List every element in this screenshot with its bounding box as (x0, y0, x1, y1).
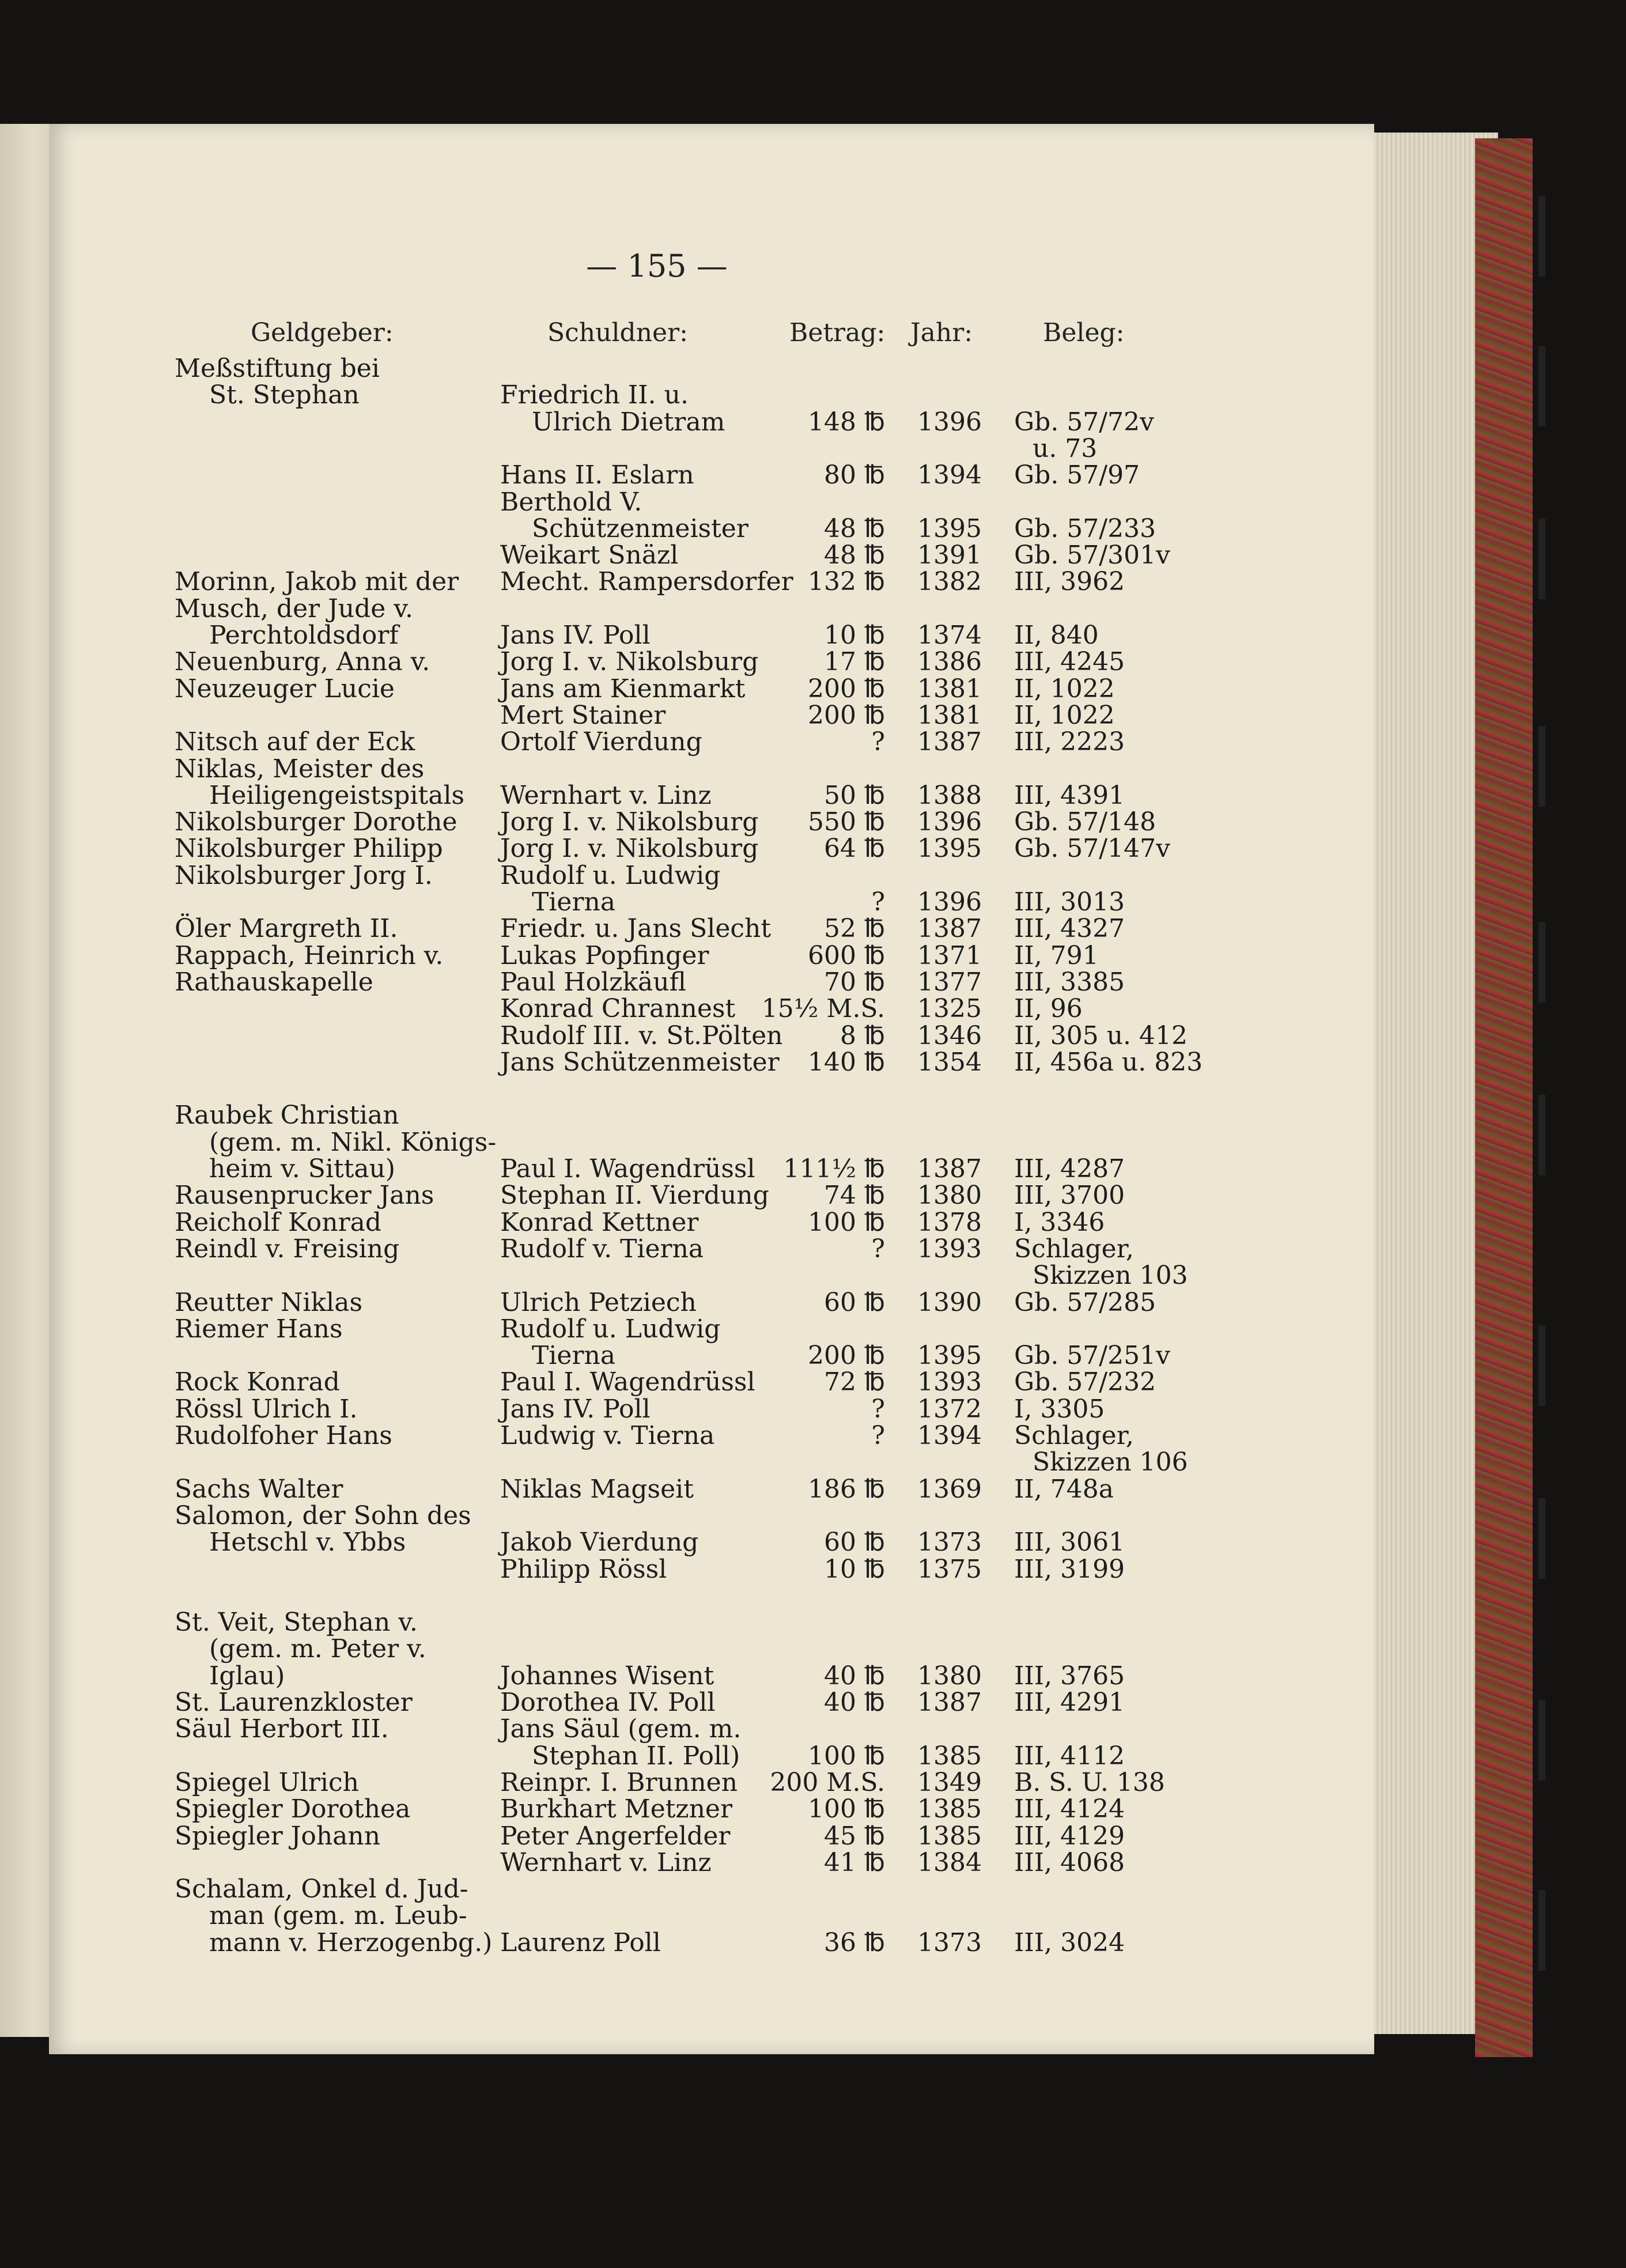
year-cell: 1373 (917, 1528, 982, 1558)
debtor-cell: Wernhart v. Linz (500, 1847, 712, 1877)
amount-cell: 200 ℔ (808, 700, 885, 730)
amount-cell: 48 ℔ (824, 513, 885, 543)
debtor-cell: Paul Holzkäufl (500, 967, 686, 997)
reference-cell: Gb. 57/285 (1014, 1287, 1156, 1317)
reference-cell: Gb. 57/147v (1014, 834, 1170, 864)
reference-cell: III, 4291 (1014, 1688, 1125, 1717)
header-geldgeber: Geldgeber: (251, 318, 394, 347)
debtor-cell: Rudolf III. v. St.Pölten (500, 1020, 783, 1050)
amount-cell: 80 ℔ (824, 460, 885, 490)
debtor-cell: Laurenz Poll (500, 1927, 661, 1957)
year-cell: 1385 (917, 1821, 982, 1851)
year-cell: 1372 (917, 1394, 982, 1424)
year-cell: 1371 (917, 940, 982, 970)
year-cell: 1349 (917, 1767, 982, 1797)
year-cell: 1387 (917, 1154, 982, 1184)
ribbon-marker (1538, 519, 1545, 599)
year-cell: 1393 (917, 1367, 982, 1397)
reference-cell: Schlager, (1014, 1421, 1134, 1450)
year-cell: 1395 (917, 513, 982, 543)
debtor-cell: Stephan II. Vierdung (500, 1181, 769, 1211)
reference-cell: III, 4068 (1014, 1847, 1125, 1877)
amount-cell: 17 ℔ (824, 647, 885, 677)
amount-cell: 140 ℔ (808, 1047, 885, 1077)
page-number: — 155 — (586, 248, 728, 284)
reference-cell: Skizzen 103 (1033, 1261, 1188, 1291)
amount-cell: 52 ℔ (824, 914, 885, 944)
reference-cell: III, 4391 (1014, 780, 1125, 810)
creditor-cell: Hetschl v. Ybbs (209, 1528, 406, 1558)
creditor-cell: Reindl v. Freising (175, 1234, 400, 1264)
amount-cell: 10 ℔ (824, 621, 885, 650)
reference-cell: III, 2223 (1014, 727, 1125, 757)
debtor-cell: Tierna (532, 1341, 616, 1371)
debtor-cell: Hans II. Eslarn (500, 460, 694, 490)
amount-cell: 132 ℔ (808, 567, 885, 597)
reference-cell: Gb. 57/72v (1014, 407, 1154, 437)
amount-cell: 48 ℔ (824, 540, 885, 570)
year-cell: 1395 (917, 834, 982, 864)
debtor-cell: Ulrich Dietram (532, 407, 725, 437)
year-cell: 1382 (917, 567, 982, 597)
creditor-cell: Iglau) (209, 1661, 285, 1691)
year-cell: 1374 (917, 621, 982, 650)
creditor-cell: Salomon, der Sohn des (175, 1500, 471, 1530)
reference-cell: Gb. 57/251v (1014, 1341, 1170, 1371)
year-cell: 1394 (917, 460, 982, 490)
creditor-cell: Perchtoldsdorf (209, 621, 399, 650)
amount-cell: 550 ℔ (808, 807, 885, 837)
creditor-cell: Neuzeuger Lucie (175, 674, 395, 704)
year-cell: 1388 (917, 780, 982, 810)
amount-cell: 50 ℔ (824, 780, 885, 810)
creditor-cell: Sachs Walter (175, 1474, 343, 1504)
year-cell: 1346 (917, 1020, 982, 1050)
year-cell: 1378 (917, 1207, 982, 1237)
amount-cell: 100 ℔ (808, 1207, 885, 1237)
year-cell: 1390 (917, 1287, 982, 1317)
amount-cell: ? (871, 1394, 885, 1424)
debtor-cell: Konrad Kettner (500, 1207, 699, 1237)
reference-cell: Gb. 57/233 (1014, 513, 1156, 543)
creditor-cell: Morinn, Jakob mit der (175, 567, 459, 597)
creditor-cell: Säul Herbort III. (175, 1714, 389, 1744)
year-cell: 1325 (917, 994, 982, 1024)
debtor-cell: Mecht. Rampersdorfer (500, 567, 793, 597)
year-cell: 1381 (917, 700, 982, 730)
creditor-cell: man (gem. m. Leub- (209, 1901, 467, 1931)
reference-cell: III, 3765 (1014, 1661, 1125, 1691)
amount-cell: 200 M.S. (770, 1767, 885, 1797)
debtor-cell: Rudolf v. Tierna (500, 1234, 704, 1264)
debtor-cell: Dorothea IV. Poll (500, 1688, 716, 1717)
previous-page-edge (0, 124, 55, 2037)
amount-cell: ? (871, 1234, 885, 1264)
debtor-cell: Paul I. Wagendrüssl (500, 1367, 755, 1397)
debtor-cell: Rudolf u. Ludwig (500, 860, 721, 890)
reference-cell: II, 96 (1014, 994, 1083, 1024)
ribbon-marker (1538, 1498, 1545, 1579)
amount-cell: 40 ℔ (824, 1688, 885, 1717)
year-cell: 1380 (917, 1181, 982, 1211)
reference-cell: Schlager, (1014, 1234, 1134, 1264)
creditor-cell: Reutter Niklas (175, 1287, 363, 1317)
debtor-cell: Burkhart Metzner (500, 1794, 733, 1824)
reference-cell: III, 4124 (1014, 1794, 1125, 1824)
reference-cell: III, 3385 (1014, 967, 1125, 997)
creditor-cell: Raubek Christian (175, 1101, 399, 1131)
year-cell: 1385 (917, 1741, 982, 1771)
debtor-cell: Jans Schützenmeister (500, 1047, 780, 1077)
year-cell: 1384 (917, 1847, 982, 1877)
creditor-cell: Heiligengeistspitals (209, 780, 465, 810)
creditor-cell: Rappach, Heinrich v. (175, 940, 444, 970)
ribbon-marker (1538, 726, 1545, 807)
creditor-cell: heim v. Sittau) (209, 1154, 396, 1184)
reference-cell: Skizzen 106 (1033, 1447, 1188, 1477)
amount-cell: 8 ℔ (840, 1020, 885, 1050)
amount-cell: 60 ℔ (824, 1528, 885, 1558)
year-cell: 1387 (917, 1688, 982, 1717)
debtor-cell: Ulrich Petziech (500, 1287, 697, 1317)
debtor-cell: Philipp Rössl (500, 1554, 667, 1584)
reference-cell: II, 791 (1014, 940, 1099, 970)
year-cell: 1396 (917, 407, 982, 437)
creditor-cell: Spiegler Dorothea (175, 1794, 411, 1824)
debtor-cell: Berthold V. (500, 487, 642, 517)
debtor-cell: Jans IV. Poll (500, 1394, 651, 1424)
debtor-cell: Paul I. Wagendrüssl (500, 1154, 755, 1184)
reference-cell: II, 840 (1014, 621, 1099, 650)
amount-cell: 200 ℔ (808, 674, 885, 704)
header-jahr: Jahr: (910, 318, 973, 347)
reference-cell: Gb. 57/301v (1014, 540, 1170, 570)
creditor-cell: Meßstiftung bei (175, 354, 380, 383)
debtor-cell: Stephan II. Poll) (532, 1741, 740, 1771)
year-cell: 1381 (917, 674, 982, 704)
debtor-cell: Jorg I. v. Nikolsburg (500, 807, 759, 837)
creditor-cell: Schalam, Onkel d. Jud- (175, 1874, 468, 1904)
amount-cell: ? (871, 727, 885, 757)
amount-cell: 100 ℔ (808, 1794, 885, 1824)
year-cell: 1386 (917, 647, 982, 677)
reference-cell: Gb. 57/97 (1014, 460, 1140, 490)
creditor-cell: Nikolsburger Jorg I. (175, 860, 433, 890)
debtor-cell: Lukas Popfinger (500, 940, 709, 970)
year-cell: 1373 (917, 1927, 982, 1957)
header-schuldner: Schuldner: (547, 318, 688, 347)
amount-cell: 70 ℔ (824, 967, 885, 997)
ribbon-marker (1538, 346, 1545, 426)
debtor-cell: Peter Angerfelder (500, 1821, 731, 1851)
creditor-cell: St. Laurenzkloster (175, 1688, 413, 1717)
creditor-cell: Musch, der Jude v. (175, 594, 413, 623)
creditor-cell: Öler Margreth II. (175, 914, 398, 944)
reference-cell: III, 3061 (1014, 1528, 1125, 1558)
debtor-cell: Weikart Snäzl (500, 540, 679, 570)
creditor-cell: Nitsch auf der Eck (175, 727, 415, 757)
debtor-cell: Friedr. u. Jans Slecht (500, 914, 772, 944)
amount-cell: 45 ℔ (824, 1821, 885, 1851)
reference-cell: III, 4287 (1014, 1154, 1125, 1184)
debtor-cell: Jakob Vierdung (500, 1528, 699, 1558)
year-cell: 1380 (917, 1661, 982, 1691)
debtor-cell: Reinpr. I. Brunnen (500, 1767, 738, 1797)
amount-cell: 10 ℔ (824, 1554, 885, 1584)
reference-cell: III, 4112 (1014, 1741, 1125, 1771)
year-cell: 1396 (917, 887, 982, 917)
creditor-cell: Riemer Hans (175, 1314, 343, 1344)
year-cell: 1393 (917, 1234, 982, 1264)
amount-cell: 64 ℔ (824, 834, 885, 864)
amount-cell: 186 ℔ (808, 1474, 885, 1504)
year-cell: 1387 (917, 727, 982, 757)
reference-cell: Gb. 57/232 (1014, 1367, 1156, 1397)
amount-cell: 148 ℔ (808, 407, 885, 437)
reference-cell: B. S. U. 138 (1014, 1767, 1165, 1797)
creditor-cell: Rock Konrad (175, 1367, 340, 1397)
debtor-cell: Jorg I. v. Nikolsburg (500, 647, 759, 677)
debtor-cell: Jans IV. Poll (500, 621, 651, 650)
header-beleg: Beleg: (1043, 318, 1125, 347)
year-cell: 1394 (917, 1421, 982, 1450)
debtor-cell: Ortolf Vierdung (500, 727, 702, 757)
debtor-cell: Jans Säul (gem. m. (500, 1714, 742, 1744)
reference-cell: III, 4327 (1014, 914, 1125, 944)
creditor-cell: Nikolsburger Dorothe (175, 807, 457, 837)
creditor-cell: Reicholf Konrad (175, 1207, 382, 1237)
debtor-cell: Konrad Chrannest (500, 994, 736, 1024)
creditor-cell: mann v. Herzogenbg.) (209, 1927, 493, 1957)
debtor-cell: Schützenmeister (532, 513, 748, 543)
debtor-cell: Friedrich II. u. (500, 380, 689, 410)
ribbon-marker (1538, 1700, 1545, 1781)
year-cell: 1354 (917, 1047, 982, 1077)
header-betrag: Betrag: (789, 318, 886, 347)
debtor-cell: Tierna (532, 887, 616, 917)
creditor-cell: St. Stephan (209, 380, 360, 410)
reference-cell: III, 4245 (1014, 647, 1125, 677)
reference-cell: III, 3199 (1014, 1554, 1125, 1584)
reference-cell: II, 1022 (1014, 674, 1115, 704)
amount-cell: 72 ℔ (824, 1367, 885, 1397)
reference-cell: II, 748a (1014, 1474, 1114, 1504)
amount-cell: 36 ℔ (824, 1927, 885, 1957)
debtor-cell: Niklas Magseit (500, 1474, 694, 1504)
creditor-cell: (gem. m. Nikl. Königs- (209, 1127, 497, 1157)
amount-cell: 74 ℔ (824, 1181, 885, 1211)
debtor-cell: Ludwig v. Tierna (500, 1421, 715, 1450)
year-cell: 1369 (917, 1474, 982, 1504)
reference-cell: III, 3024 (1014, 1927, 1125, 1957)
creditor-cell: St. Veit, Stephan v. (175, 1608, 418, 1638)
creditor-cell: Rausenprucker Jans (175, 1181, 434, 1211)
year-cell: 1385 (917, 1794, 982, 1824)
reference-cell: u. 73 (1033, 433, 1098, 463)
creditor-cell: Niklas, Meister des (175, 754, 425, 784)
amount-cell: 111½ ℔ (783, 1154, 885, 1184)
reference-cell: III, 3700 (1014, 1181, 1125, 1211)
amount-cell: 41 ℔ (824, 1847, 885, 1877)
amount-cell: 200 ℔ (808, 1341, 885, 1371)
amount-cell: 60 ℔ (824, 1287, 885, 1317)
reference-cell: III, 3013 (1014, 887, 1125, 917)
ribbon-marker (1538, 1325, 1545, 1406)
reference-cell: III, 4129 (1014, 1821, 1125, 1851)
creditor-cell: Spiegel Ulrich (175, 1767, 359, 1797)
debtor-cell: Jans am Kienmarkt (500, 674, 746, 704)
reference-cell: I, 3305 (1014, 1394, 1105, 1424)
amount-cell: ? (871, 1421, 885, 1450)
debtor-cell: Rudolf u. Ludwig (500, 1314, 721, 1344)
year-cell: 1391 (917, 540, 982, 570)
ribbon-marker (1538, 1095, 1545, 1175)
year-cell: 1395 (917, 1341, 982, 1371)
marbled-cover-edge (1475, 138, 1533, 2057)
creditor-cell: Rössl Ulrich I. (175, 1394, 358, 1424)
creditor-cell: Rathauskapelle (175, 967, 373, 997)
reference-cell: III, 3962 (1014, 567, 1125, 597)
ribbon-marker (1538, 922, 1545, 1003)
debtor-cell: Wernhart v. Linz (500, 780, 712, 810)
reference-cell: II, 456a u. 823 (1014, 1047, 1203, 1077)
amount-cell: 100 ℔ (808, 1741, 885, 1771)
year-cell: 1375 (917, 1554, 982, 1584)
amount-cell: ? (871, 887, 885, 917)
year-cell: 1396 (917, 807, 982, 837)
amount-cell: 15½ M.S. (761, 994, 885, 1024)
amount-cell: 600 ℔ (808, 940, 885, 970)
reference-cell: I, 3346 (1014, 1207, 1105, 1237)
year-cell: 1387 (917, 914, 982, 944)
reference-cell: II, 305 u. 412 (1014, 1020, 1188, 1050)
ribbon-marker (1538, 1890, 1545, 1971)
ribbon-marker (1538, 196, 1545, 277)
creditor-cell: (gem. m. Peter v. (209, 1634, 426, 1664)
creditor-cell: Spiegler Johann (175, 1821, 381, 1851)
creditor-cell: Nikolsburger Philipp (175, 834, 443, 864)
reference-cell: Gb. 57/148 (1014, 807, 1156, 837)
year-cell: 1377 (917, 967, 982, 997)
reference-cell: II, 1022 (1014, 700, 1115, 730)
debtor-cell: Jorg I. v. Nikolsburg (500, 834, 759, 864)
debtor-cell: Mert Stainer (500, 700, 666, 730)
creditor-cell: Neuenburg, Anna v. (175, 647, 430, 677)
debtor-cell: Johannes Wisent (500, 1661, 714, 1691)
creditor-cell: Rudolfoher Hans (175, 1421, 392, 1450)
amount-cell: 40 ℔ (824, 1661, 885, 1691)
